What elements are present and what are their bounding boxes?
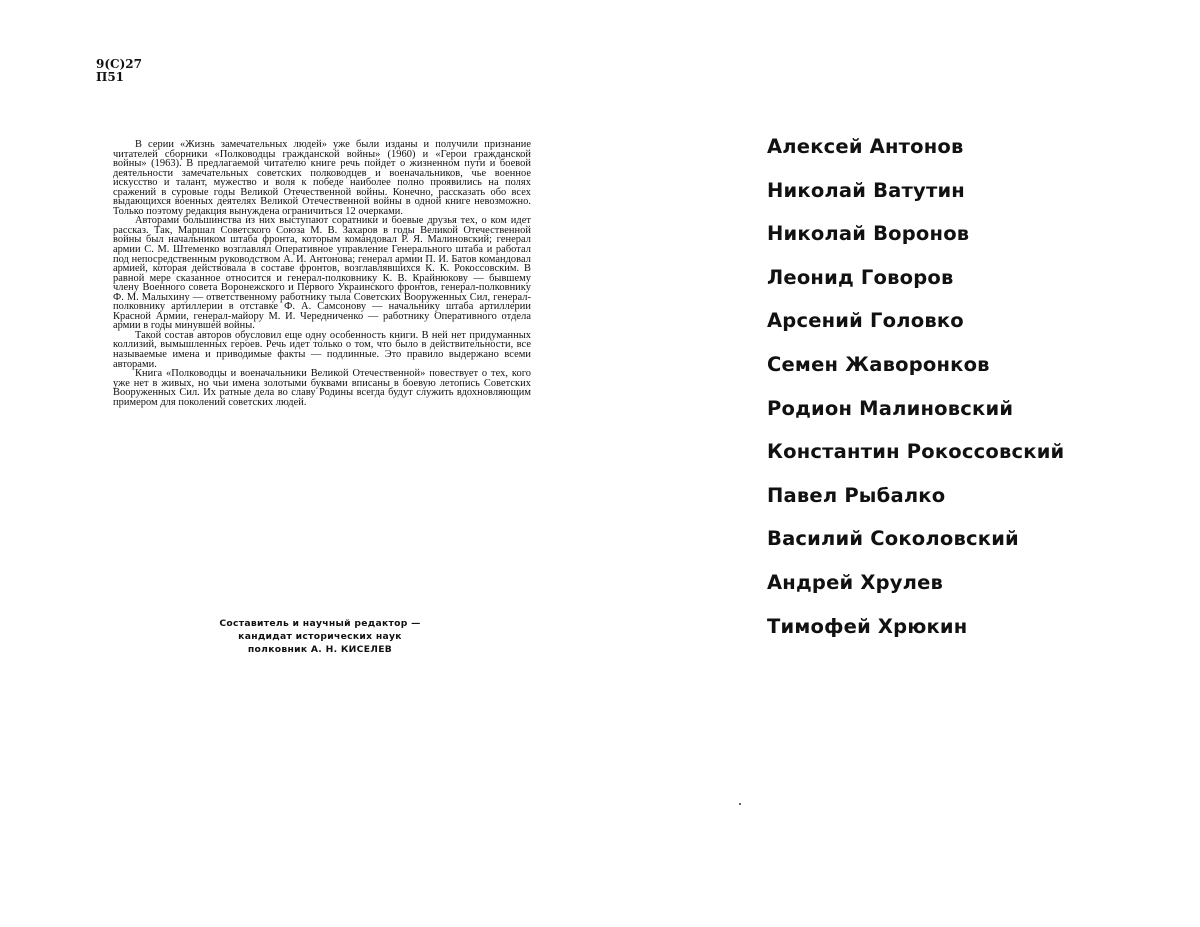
commander-name: Родион Малиновский (767, 396, 1014, 420)
commander-name: Алексей Антонов (767, 135, 964, 158)
annotation-paragraph: Авторами большинства из них выступают соратники и боевые друзья тех, о ком идет рассказ. Так, Маршал Советского Союза М. В. Захаров в годы Великой Отечественной войны был начальником штаба фронта, которым командовал Р. Я. Малиновский; генерал армии С. М. Штеменко возглавлял Оперативное управление Генерального штаба и работал под непосредственным руководством А. И. Антонова; генерал армии П. И. Батов командовал армией, которая действовала в составе фронтов, возглавлявшихся К. К. Рокоссовским. В равной мере сказанное относится и генерал-полковнику К. В. Крайнюкову — бывшему члену Военного совета Воронежского и Первого Украинского фронтов, генерал-полковнику Ф. М. Малыхину — ответственному работнику тыла Советских Вооруженных Сил, генерал-полковнику артиллерии в отставке Ф. А. Самсонову — начальнику штаба артиллерии Красной Армии, генерал-майору М. И. Чередниченко — работнику Оперативного отдела армии в годы минувшей войны. (113, 215, 531, 332)
compiler-role: Составитель и научный редактор — (219, 618, 421, 629)
annotation-paragraph: В серии «Жизнь замечательных людей» уже были изданы и получили признание читателей сборники «Полководцы гражданской войны» (1960) и «Герои гражданской войны» (1963). В предлагаемой читателю книге речь пойдет о жизненном пути и боевой деятельности замечательных советских полководцев и военачальников, чье военное искусство и талант, мужество и воля к победе наиболее полно проявились на полях сражений в суровые годы Великой Отечественной войны. Конечно, рассказать обо всех выдающихся военных деятелях Великой Отечественной войны в одной книге невозможно. Только поэтому редакция вынуждена ограничиться 12 очерками. (113, 139, 531, 217)
compiler-name: полковник А. Н. КИСЕЛЕВ (247, 644, 393, 655)
commander-name: Константин Рокоссовский (767, 440, 1065, 464)
commander-name: Василий Соколовский (767, 527, 1019, 551)
annotation-paragraph: Книга «Полководцы и военачальники Великой Отечественной» повествует о тех, кого уже нет в живых, но чьи имена золотыми буквами вписаны в боевую летопись Советских Вооруженных Сил. Их ратные дела во славу Родины всегда будут служить вдохновляющим примером для поколений советских людей. (113, 368, 531, 408)
compiler-degree: кандидат исторических наук (238, 631, 402, 642)
print-speck (739, 803, 741, 805)
library-classification (96, 58, 142, 84)
commander-name: Павел Рыбалко (767, 483, 946, 507)
commander-name: Леонид Говоров (767, 265, 954, 289)
commander-name: Семен Жаворонков (767, 352, 990, 376)
compiler-credit (190, 617, 450, 656)
commander-name: Николай Воронов (767, 222, 970, 246)
classification-code: П51 (96, 70, 125, 84)
commander-name: Николай Ватутин (767, 178, 965, 202)
commander-name: Арсений Головко (767, 309, 964, 333)
commander-name: Тимофей Хрюкин (767, 614, 968, 638)
commander-name: Андрей Хрулев (767, 570, 944, 594)
book-annotation (113, 140, 531, 407)
classification-index: 9(С)27 (96, 57, 142, 71)
commanders-list (767, 131, 1167, 654)
annotation-paragraph: Такой состав авторов обусловил еще одну особенность книги. В ней нет придуманных коллизий, вымышленных героев. Речь идет только о том, что было в действительности, все называемые имена и приводимые факты — подлинные. Это правило выдержано всеми авторами. (113, 329, 531, 370)
